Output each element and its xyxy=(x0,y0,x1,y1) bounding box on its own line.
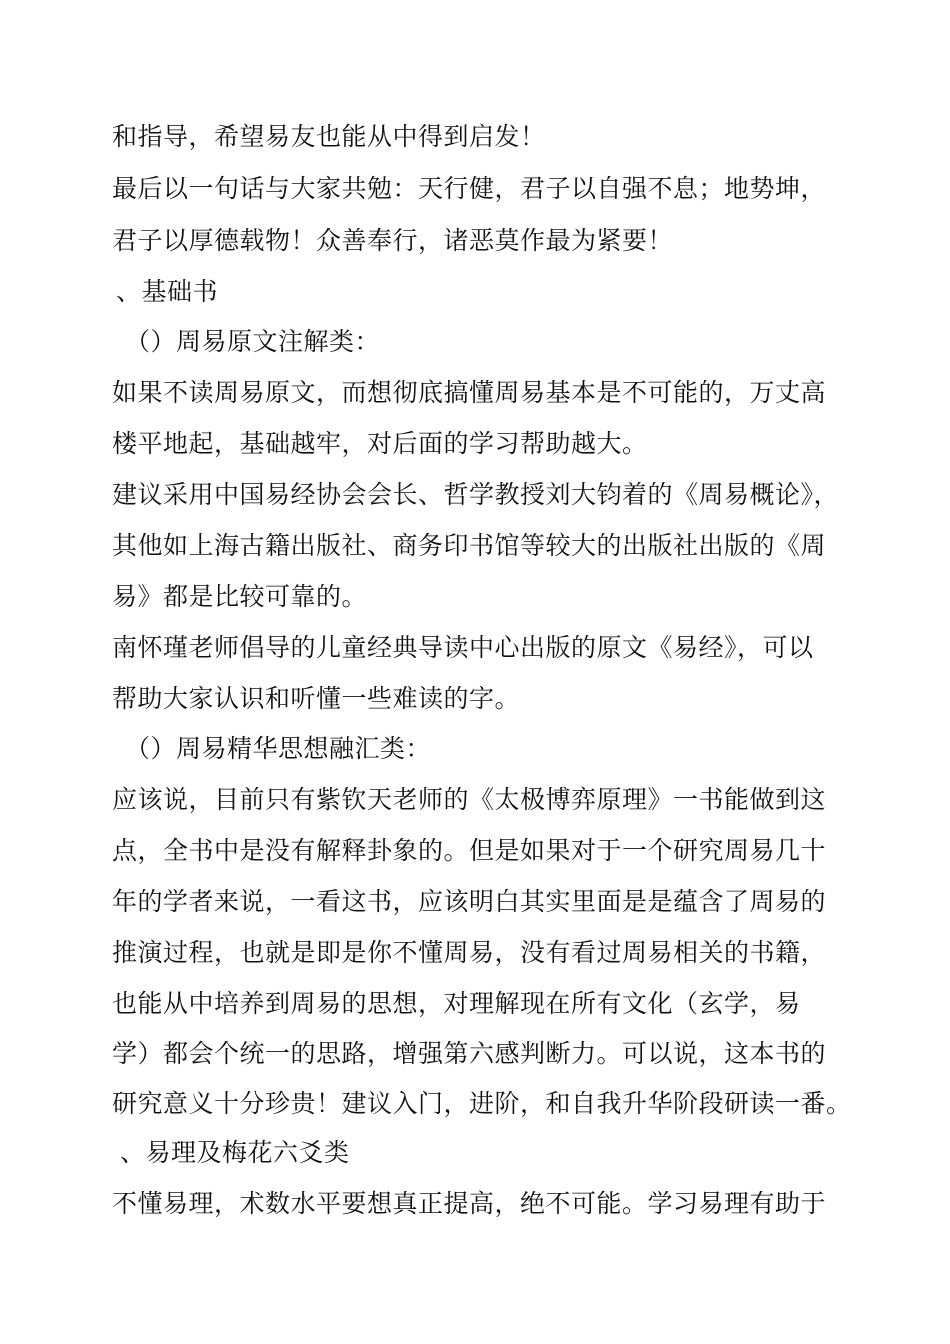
text-line: 易》都是比较可靠的。 xyxy=(112,582,368,611)
text-line: 学）都会个统一的思路，增强第六感判断力。可以说，这本书的 xyxy=(112,1039,827,1068)
text-line: 楼平地起，基础越牢，对后面的学习帮助越大。 xyxy=(112,429,648,458)
text-line: 南怀瑾老师倡导的儿童经典导读中心出版的原文《易经》，可以 xyxy=(112,633,814,662)
subsection-heading: （）周易原文注解类： xyxy=(125,327,381,356)
text-line: 如果不读周易原文，而想彻底搞懂周易基本是不可能的，万丈高 xyxy=(112,378,827,407)
text-line: 和指导，希望易友也能从中得到启发！ xyxy=(112,122,546,151)
text-line: 建议采用中国易经协会会长、哲学教授刘大钧着的《周易概论》， xyxy=(112,480,840,509)
text-line: 年的学者来说，一看这书，应该明白其实里面是是蕴含了周易的 xyxy=(112,887,827,916)
section-heading: 、基础书 xyxy=(116,277,219,306)
section-heading: 、易理及梅花六爻类 xyxy=(120,1138,350,1167)
text-line: 也能从中培养到周易的思想，对理解现在所有文化（玄学，易 xyxy=(112,989,801,1018)
text-line: 不懂易理，术数水平要想真正提高，绝不可能。学习易理有助于 xyxy=(112,1189,827,1218)
text-line: 研究意义十分珍贵！建议入门，进阶，和自我升华阶段研读一番。 xyxy=(112,1089,852,1118)
text-line: 点，全书中是没有解释卦象的。但是如果对于一个研究周易几十 xyxy=(112,836,827,865)
text-line: 最后以一句话与大家共勉：天行健，君子以自强不息；地势坤， xyxy=(112,174,827,203)
text-line: 君子以厚德载物！众善奉行，诸恶莫作最为紧要！ xyxy=(112,226,674,255)
text-line: 其他如上海古籍出版社、商务印书馆等较大的出版社出版的《周 xyxy=(112,531,827,560)
text-line: 帮助大家认识和听懂一些难读的字。 xyxy=(112,684,521,713)
text-line: 应该说，目前只有紫钦天老师的《太极博弈原理》一书能做到这 xyxy=(112,785,827,814)
subsection-heading: （）周易精华思想融汇类： xyxy=(125,734,432,763)
text-line: 推演过程，也就是即是你不懂周易，没有看过周易相关的书籍， xyxy=(112,938,827,967)
